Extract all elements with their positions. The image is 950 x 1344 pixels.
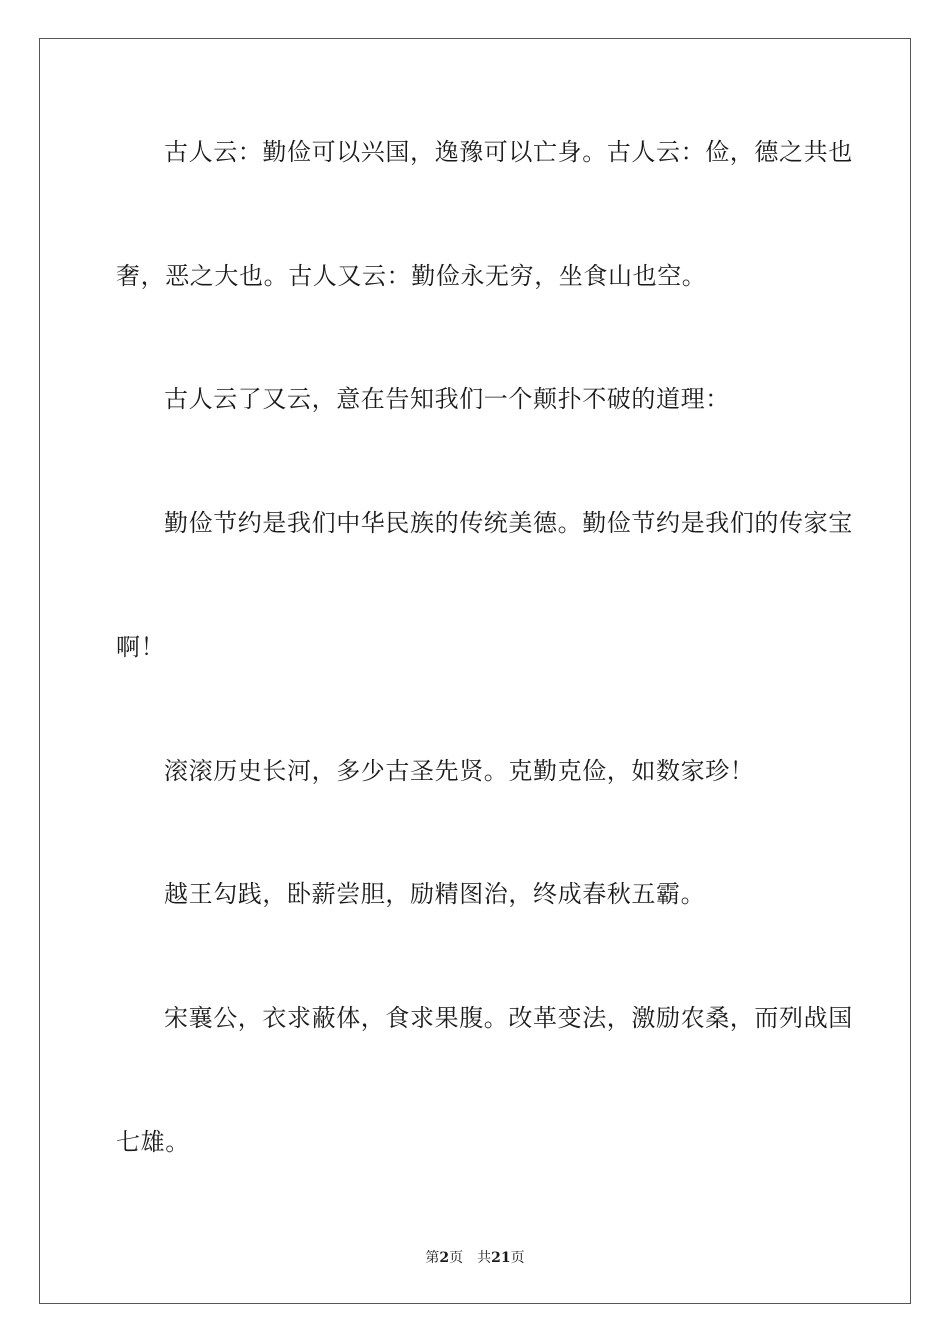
- body-line-5: 啊！: [116, 633, 166, 661]
- body-line-8: 宋襄公，衣求蔽体，食求果腹。改革变法，激励农桑，而列战国: [164, 1004, 853, 1032]
- page-frame: [39, 38, 911, 1304]
- body-line-4: 勤俭节约是我们中华民族的传统美德。勤俭节约是我们的传家宝: [164, 509, 853, 537]
- body-line-9: 七雄。: [116, 1128, 190, 1156]
- page-prefix: 第: [425, 1250, 440, 1266]
- body-line-7: 越王勾践，卧薪尝胆，励精图治，终成春秋五霸。: [164, 880, 706, 908]
- body-line-3: 古人云了又云，意在告知我们一个颠扑不破的道理：: [164, 385, 730, 413]
- body-line-2: 奢，恶之大也。古人又云：勤俭永无穷，坐食山也空。: [116, 262, 707, 290]
- total-pages: 21: [491, 1250, 511, 1266]
- page-number: 2: [439, 1250, 450, 1266]
- body-line-6: 滚滚历史长河，多少古圣先贤。克勤克俭，如数家珍！: [164, 757, 755, 785]
- page-suffix: 页: [449, 1250, 464, 1266]
- total-prefix: 共: [477, 1250, 492, 1266]
- total-suffix: 页: [510, 1250, 525, 1266]
- body-line-1: 古人云：勤俭可以兴国，逸豫可以亡身。古人云：俭，德之共也: [164, 138, 853, 166]
- page-footer: [0, 1247, 950, 1267]
